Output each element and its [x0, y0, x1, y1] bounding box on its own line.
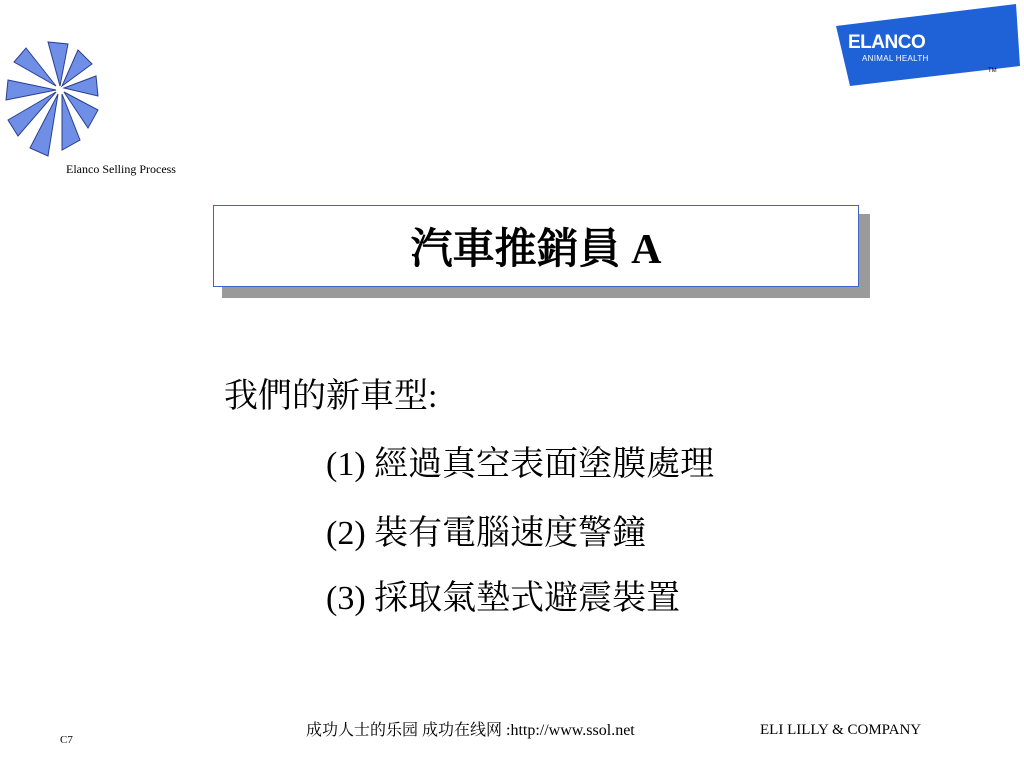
process-label: Elanco Selling Process: [66, 162, 176, 176]
intro-line: 我們的新車型:: [224, 378, 438, 415]
elanco-brand-tagline: ANIMAL HEALTH: [862, 54, 929, 63]
feature-item: (2) 裝有電腦速度警鐘: [326, 515, 647, 552]
footer-source-link[interactable]: 成功人士的乐园 成功在线网 :http://www.ssol.net: [306, 722, 635, 739]
slide-title: 汽車推銷員 A: [410, 227, 662, 273]
slide-code: C7: [60, 734, 73, 746]
title-box: [213, 205, 859, 287]
footer-company: ELI LILLY & COMPANY: [760, 722, 922, 738]
elanco-star-logo: [4, 40, 100, 158]
trademark-mark: TM: [988, 68, 997, 74]
elanco-brand-name: ELANCO: [848, 32, 926, 53]
feature-item: (1) 經過真空表面塗膜處理: [326, 446, 715, 483]
feature-item: (3) 採取氣墊式避震裝置: [326, 580, 681, 617]
